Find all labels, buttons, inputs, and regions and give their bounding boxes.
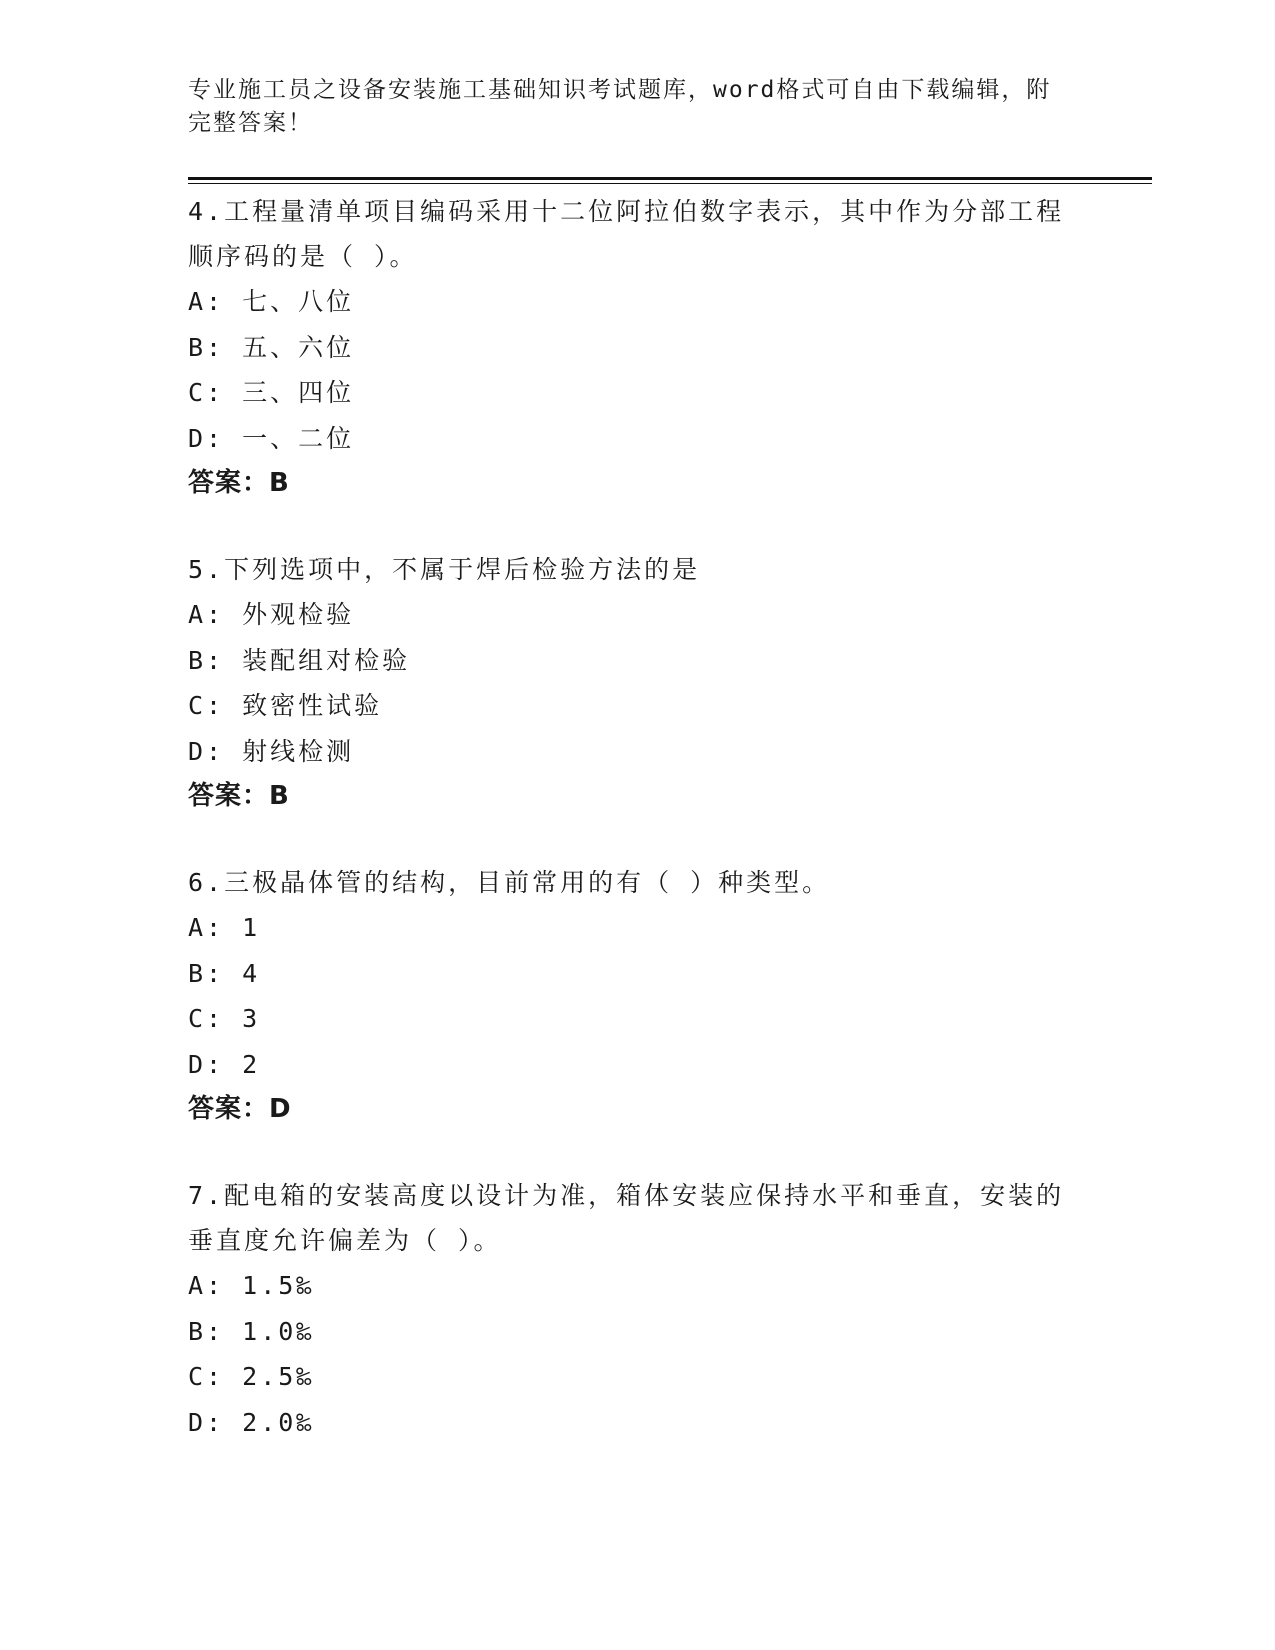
option-c: C: 三、四位: [188, 378, 355, 407]
option-d: D: 2.0‰: [188, 1407, 315, 1437]
question-5: [188, 547, 1068, 819]
question-list: [188, 189, 1068, 1486]
option-c: C: 2.5‰: [188, 1362, 315, 1391]
option-c: C: 3: [188, 1004, 261, 1033]
option-b: B: 五、六位: [188, 332, 355, 362]
option-a: A: 七、八位: [188, 287, 355, 316]
answer-line: 答案：B: [188, 468, 290, 498]
question-4: [188, 189, 1068, 506]
answer-line: 答案：D: [188, 1094, 292, 1124]
option-a: A: 1.5‰: [188, 1271, 315, 1300]
option-b: B: 1.0‰: [188, 1316, 315, 1346]
header-divider-thick: [188, 177, 1152, 180]
option-c: C: 致密性试验: [188, 691, 383, 720]
header-divider-thin: [188, 183, 1152, 184]
question-stem: 7.配电箱的安装高度以设计为准，箱体安装应保持水平和垂直，安装的垂直度允许偏差为（ ）。: [188, 1181, 1065, 1255]
question-stem: 4.工程量清单项目编码采用十二位阿拉伯数字表示，其中作为分部工程顺序码的是（ ）。: [188, 197, 1065, 271]
option-b: B: 装配组对检验: [188, 645, 411, 675]
question-stem: 6.三极晶体管的结构，目前常用的有（ ）种类型。: [188, 868, 831, 897]
answer-line: 答案：B: [188, 781, 290, 811]
option-b: B: 4: [188, 958, 261, 988]
option-a: A: 1: [188, 913, 261, 942]
option-a: A: 外观检验: [188, 600, 355, 629]
option-d: D: 射线检测: [188, 736, 355, 766]
question-7: [188, 1173, 1068, 1445]
question-stem: 5.下列选项中，不属于焊后检验方法的是: [188, 555, 701, 584]
document-header: 专业施工员之设备安装施工基础知识考试题库，word格式可自由下载编辑，附完整答案！: [188, 77, 1052, 136]
option-d: D: 一、二位: [188, 423, 355, 453]
option-d: D: 2: [188, 1049, 261, 1079]
question-6: [188, 860, 1068, 1132]
